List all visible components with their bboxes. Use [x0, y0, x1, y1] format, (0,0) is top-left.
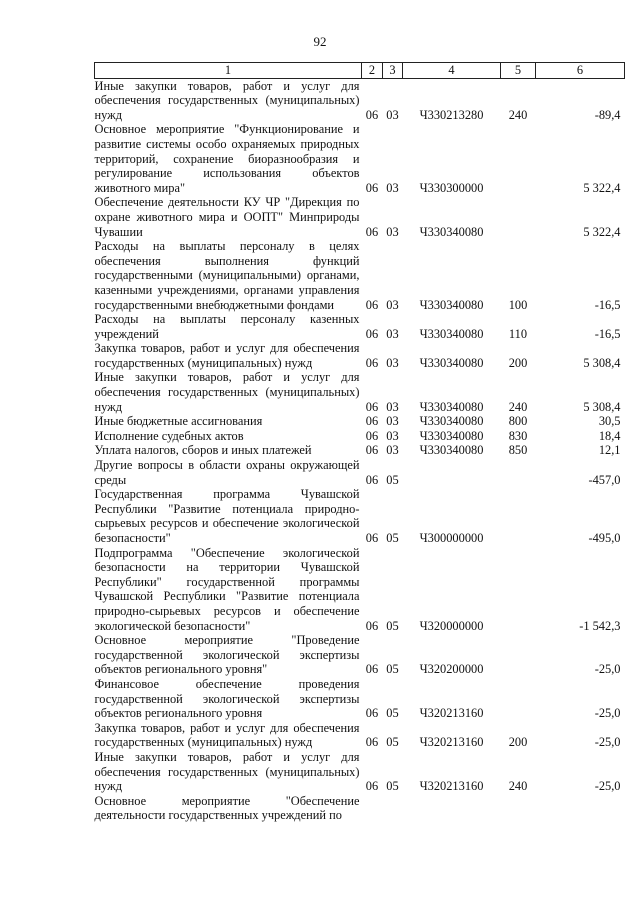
table-row [95, 414, 625, 429]
row-amount: 5 322,4 [583, 224, 621, 239]
table-row [95, 750, 625, 794]
row-name: Иные закупки товаров, работ и услуг для обеспечения государственных (муниципальных) нужд [94, 78, 360, 122]
table-row [95, 677, 625, 721]
row-expense-type [501, 195, 536, 239]
row-subsection: 03 [386, 443, 399, 458]
row-subsection: 05 [386, 618, 399, 633]
row-subsection: 05 [386, 735, 399, 750]
row-section: 06 [365, 706, 379, 721]
row-name: Исполнение судебных актов [94, 428, 244, 443]
row-section: 06 [365, 107, 379, 122]
row-expense-type [501, 487, 536, 545]
row-amount: -1 542,3 [579, 618, 621, 633]
row-subsection: 03 [386, 355, 399, 370]
row-target-code: Ч300000000 [419, 531, 484, 545]
table-row [95, 443, 625, 458]
row-expense-type: 200 [508, 735, 528, 750]
row-name: Подпрограмма "Обеспечение экологической безопасности на территории Чувашской Республики" государственной программы Чувашской Республики "Развитие потенциала природно-сырьевых ресурсов и обеспечение экологической безопасности" [94, 545, 360, 633]
table-row [95, 721, 625, 750]
row-amount: 30,5 [598, 414, 621, 429]
row-name: Иные закупки товаров, работ и услуг для обеспечения государственных (муниципальных) нужд [94, 749, 360, 794]
row-name: Государственная программа Чувашской Республики "Развитие потенциала природно-сырьевых ресурсов и обеспечение экологической безопасности" [94, 487, 360, 545]
row-name: Обеспечение деятельности КУ ЧР "Дирекция по охране животного мира и ООПТ" Минприроды Чувашии [94, 195, 360, 239]
row-target-code: Ч330300000 [419, 180, 484, 195]
row-name: Иные бюджетные ассигнования [94, 414, 263, 429]
row-expense-type: 110 [508, 326, 528, 341]
header-col-1: 1 [95, 63, 362, 79]
row-amount: -25,0 [594, 779, 621, 794]
row-expense-type: 800 [508, 414, 528, 429]
row-amount: -25,0 [594, 735, 621, 750]
table-row [95, 429, 625, 444]
row-expense-type: 850 [508, 443, 528, 458]
row-expense-type [501, 677, 536, 721]
row-expense-type [501, 633, 536, 677]
row-amount: -89,4 [594, 107, 621, 122]
row-expense-type [501, 122, 536, 195]
row-expense-type: 830 [508, 428, 528, 443]
row-target-code [403, 458, 501, 487]
row-subsection: 03 [386, 107, 399, 122]
row-target-code [403, 794, 501, 823]
header-col-6: 6 [536, 63, 625, 79]
header-col-4: 4 [403, 63, 501, 79]
row-section: 06 [365, 779, 379, 794]
row-name: Иные закупки товаров, работ и услуг для обеспечения государственных (муниципальных) нужд [94, 370, 360, 414]
row-section: 06 [365, 531, 379, 545]
row-section: 06 [365, 443, 379, 458]
row-section: 06 [365, 399, 379, 414]
header-col-3: 3 [383, 63, 403, 79]
row-subsection: 03 [386, 180, 399, 195]
row-section: 06 [365, 414, 379, 429]
row-name: Основное мероприятие "Функционирование и развитие системы особо охраняемых природных территорий, сохранение биоразнообразия и регулирование использования объектов животного мира" [94, 122, 360, 195]
table-row [95, 487, 625, 545]
row-subsection [383, 794, 403, 823]
row-amount: 18,4 [598, 428, 621, 443]
row-subsection: 03 [386, 414, 399, 429]
row-expense-type [501, 458, 536, 487]
row-expense-type [501, 794, 536, 823]
page-number: 92 [313, 34, 327, 49]
row-expense-type [501, 546, 536, 634]
row-subsection: 05 [386, 472, 399, 487]
table-row [95, 122, 625, 195]
row-amount [536, 794, 625, 823]
row-subsection: 03 [386, 399, 399, 414]
row-target-code: Ч320213160 [419, 706, 484, 721]
table-row [95, 341, 625, 370]
budget-table [94, 62, 625, 823]
row-name: Расходы на выплаты персоналу казенных учреждений [94, 312, 360, 341]
row-amount: 5 308,4 [583, 355, 621, 370]
row-section [362, 794, 383, 823]
row-subsection: 03 [386, 224, 399, 239]
row-section: 06 [365, 618, 379, 633]
row-target-code: Ч330340080 [419, 297, 484, 312]
row-name: Другие вопросы в области охраны окружающей среды [94, 458, 360, 487]
table-row [95, 370, 625, 414]
row-section: 06 [365, 297, 379, 312]
row-expense-type: 200 [508, 355, 528, 370]
row-section: 06 [365, 326, 379, 341]
row-name: Финансовое обеспечение проведения государственной экологической экспертизы объектов регионального уровня [94, 676, 360, 721]
row-subsection: 03 [386, 326, 399, 341]
row-target-code: Ч320213160 [419, 735, 484, 750]
table-row [95, 458, 625, 487]
row-section: 06 [365, 735, 379, 750]
row-section: 06 [365, 472, 379, 487]
header-col-5: 5 [501, 63, 536, 79]
row-subsection: 05 [386, 706, 399, 721]
table-row [95, 312, 625, 341]
row-name: Расходы на выплаты персоналу в целях обеспечения выполнения функций государственными (муниципальными) органами, казенными учреждениями, органами управления государственными внебюджетными фондами [94, 239, 360, 312]
row-target-code: Ч320000000 [419, 618, 484, 633]
row-name: Закупка товаров, работ и услуг для обеспечения государственных (муниципальных) нужд [94, 720, 360, 750]
row-subsection: 05 [386, 531, 399, 545]
row-amount: -25,0 [594, 662, 621, 677]
row-section: 06 [365, 428, 379, 443]
row-name: Закупка товаров, работ и услуг для обеспечения государственных (муниципальных) нужд [94, 341, 360, 370]
row-section: 06 [365, 662, 379, 677]
row-target-code: Ч330340080 [419, 414, 484, 429]
row-expense-type: 240 [508, 107, 528, 122]
table-row [95, 78, 625, 122]
row-section: 06 [365, 355, 379, 370]
row-amount: 5 308,4 [583, 399, 621, 414]
table-row [95, 794, 625, 823]
row-amount: -457,0 [588, 472, 621, 487]
row-target-code: Ч330340080 [419, 355, 484, 370]
row-target-code: Ч330340080 [419, 224, 484, 239]
row-target-code: Ч320200000 [419, 662, 484, 677]
row-amount: -16,5 [594, 326, 621, 341]
table-row [95, 546, 625, 634]
row-name: Уплата налогов, сборов и иных платежей [94, 443, 312, 458]
row-name: Основное мероприятие "Обеспечение деятельности государственных учреждений по [94, 793, 360, 823]
row-section: 06 [365, 224, 379, 239]
table-header-row [95, 63, 625, 79]
row-section: 06 [365, 180, 379, 195]
row-amount: -495,0 [588, 531, 621, 545]
table-row [95, 239, 625, 312]
row-target-code: Ч330340080 [419, 326, 484, 341]
row-amount: 5 322,4 [583, 180, 621, 195]
row-amount: -25,0 [594, 706, 621, 721]
row-expense-type: 100 [508, 297, 528, 312]
row-target-code: Ч320213160 [419, 779, 484, 794]
row-amount: -16,5 [594, 297, 621, 312]
table-row [95, 633, 625, 677]
row-subsection: 05 [386, 779, 399, 794]
row-name: Основное мероприятие "Проведение государственной экологической экспертизы объектов регионального уровня" [94, 633, 360, 677]
header-col-2: 2 [362, 63, 383, 79]
row-subsection: 03 [386, 297, 399, 312]
row-target-code: Ч330340080 [419, 443, 484, 458]
row-subsection: 05 [386, 662, 399, 677]
row-expense-type: 240 [508, 399, 528, 414]
row-target-code: Ч330213280 [419, 107, 484, 122]
row-target-code: Ч330340080 [419, 399, 484, 414]
row-expense-type: 240 [508, 779, 528, 794]
row-target-code: Ч330340080 [419, 428, 484, 443]
table-row [95, 195, 625, 239]
row-amount: 12,1 [598, 443, 621, 458]
row-subsection: 03 [386, 428, 399, 443]
